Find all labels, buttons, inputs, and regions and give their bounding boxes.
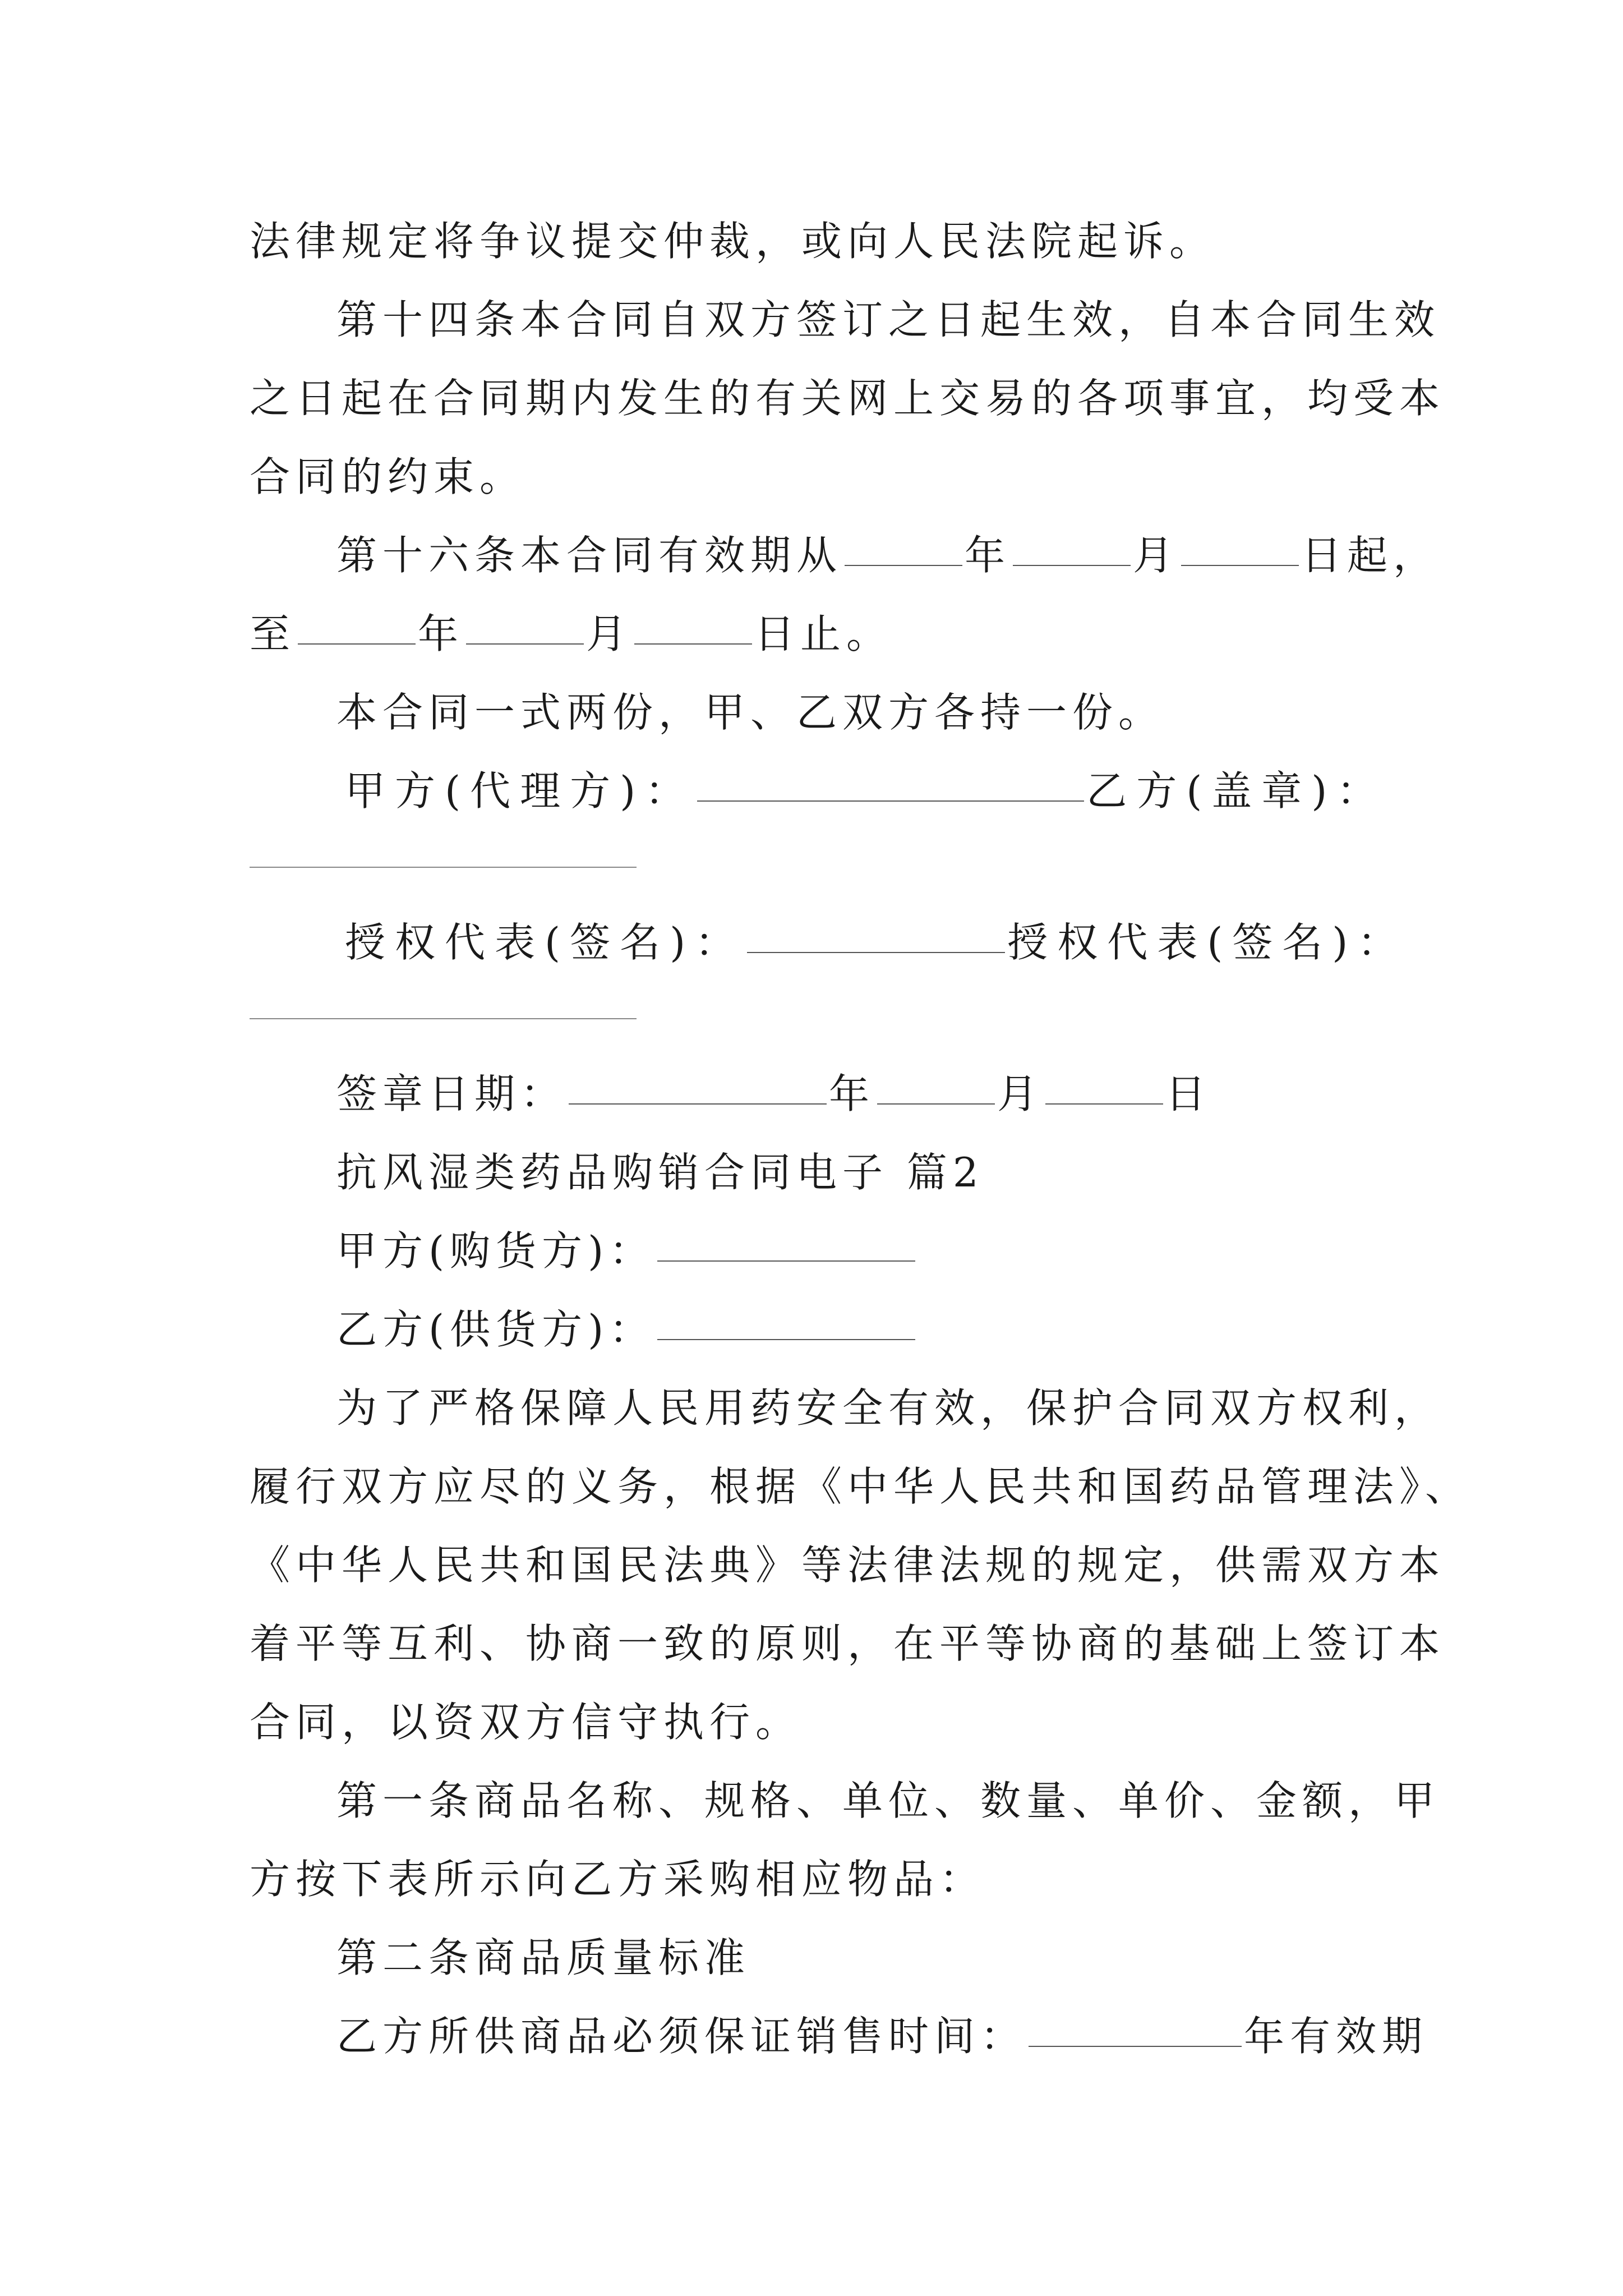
text: 乙方(盖章)： bbox=[1086, 767, 1387, 815]
text: 第一条商品名称、规格、单位、数量、单价、金额，甲 bbox=[336, 1777, 1441, 1824]
year-blank[interactable] bbox=[569, 1103, 827, 1105]
paragraph-line bbox=[336, 1369, 1492, 1447]
rep-a-blank[interactable] bbox=[747, 951, 1005, 953]
text: 签章日期： bbox=[336, 1070, 567, 1117]
text: 日 bbox=[1165, 1070, 1212, 1117]
paragraph-line bbox=[250, 1526, 1446, 1604]
supplier-blank[interactable] bbox=[657, 1338, 915, 1340]
text: 年有效期 bbox=[1244, 2013, 1428, 2060]
text: 第十四条本合同自双方签订之日起生效，自本合同生效 bbox=[336, 296, 1441, 343]
paragraph-line bbox=[336, 280, 1492, 359]
section-heading bbox=[336, 1133, 1492, 1212]
paragraph-line bbox=[250, 359, 1446, 438]
month-blank[interactable] bbox=[1013, 564, 1131, 566]
signing-date-line bbox=[336, 1055, 1492, 1133]
buyer-blank[interactable] bbox=[657, 1260, 915, 1262]
text: 至 bbox=[250, 610, 296, 657]
day-blank[interactable] bbox=[1181, 564, 1299, 566]
paragraph-line bbox=[336, 1761, 1492, 1840]
years-blank[interactable] bbox=[1029, 2045, 1242, 2047]
text: 授权代表(签名)： bbox=[345, 919, 745, 966]
text: 法律规定将争议提交仲裁，或向人民法院起诉。 bbox=[250, 218, 1216, 265]
text: 年 bbox=[829, 1070, 875, 1117]
party-a-agent-line bbox=[345, 752, 1500, 830]
text: 履行双方应尽的义务，根据《中华人民共和国药品管理法》、 bbox=[250, 1463, 1472, 1510]
text: 月 bbox=[586, 610, 633, 657]
validity-end-line bbox=[250, 595, 1405, 673]
authorized-rep-line bbox=[345, 903, 1500, 982]
text: 甲方(代理方)： bbox=[345, 767, 695, 815]
paragraph-line bbox=[336, 1918, 1492, 1997]
text: 抗风湿类药品购销合同电子 篇2 bbox=[336, 1149, 984, 1196]
day-blank[interactable] bbox=[1045, 1103, 1163, 1105]
validity-start-line bbox=[336, 516, 1492, 595]
buyer-line bbox=[336, 1212, 1492, 1290]
text: 为了严格保障人民用药安全有效，保护合同双方权利， bbox=[336, 1384, 1441, 1432]
text: 月 bbox=[997, 1070, 1044, 1117]
text: 年 bbox=[965, 532, 1011, 579]
text: 月 bbox=[1133, 532, 1179, 579]
text: 合同的约束。 bbox=[250, 453, 526, 500]
paragraph-line bbox=[250, 1840, 1405, 1918]
supplier-line bbox=[336, 1290, 1492, 1369]
party-b-blank[interactable] bbox=[250, 867, 637, 868]
text: 乙方(供货方)： bbox=[336, 1306, 656, 1353]
text: 方按下表所示向乙方采购相应物品： bbox=[250, 1856, 986, 1903]
text: 第十六条本合同有效期从 bbox=[336, 532, 843, 579]
rep-b-blank[interactable] bbox=[250, 1018, 637, 1019]
party-a-blank[interactable] bbox=[697, 800, 1084, 802]
text: 乙方所供商品必须保证销售时间： bbox=[336, 2013, 1027, 2060]
month-blank[interactable] bbox=[466, 643, 584, 645]
month-blank[interactable] bbox=[877, 1103, 995, 1105]
text: 着平等互利、协商一致的原则，在平等协商的基础上签订本 bbox=[250, 1620, 1446, 1667]
text: 年 bbox=[418, 610, 464, 657]
year-blank[interactable] bbox=[298, 643, 416, 645]
paragraph-line bbox=[250, 1447, 1472, 1526]
sales-time-line bbox=[336, 1997, 1492, 2076]
text: 甲方(购货方)： bbox=[336, 1227, 656, 1274]
text: 合同，以资双方信守执行。 bbox=[250, 1699, 802, 1746]
paragraph-line bbox=[336, 673, 1492, 752]
text: 授权代表(签名)： bbox=[1007, 919, 1408, 966]
text: 之日起在合同期内发生的有关网上交易的各项事宜，均受本 bbox=[250, 375, 1446, 422]
paragraph-line bbox=[250, 202, 1405, 280]
day-blank[interactable] bbox=[634, 643, 752, 645]
text: 日止。 bbox=[754, 610, 893, 657]
paragraph-line bbox=[250, 1604, 1446, 1683]
text: 本合同一式两份，甲、乙双方各持一份。 bbox=[336, 689, 1165, 736]
year-blank[interactable] bbox=[845, 564, 962, 566]
paragraph-line bbox=[250, 1683, 1405, 1761]
text: 第二条商品质量标准 bbox=[336, 1934, 751, 1981]
text: 《中华人民共和国民法典》等法律法规的规定，供需双方本 bbox=[250, 1542, 1446, 1589]
text: 日起， bbox=[1301, 532, 1440, 579]
paragraph-line bbox=[250, 438, 1405, 516]
